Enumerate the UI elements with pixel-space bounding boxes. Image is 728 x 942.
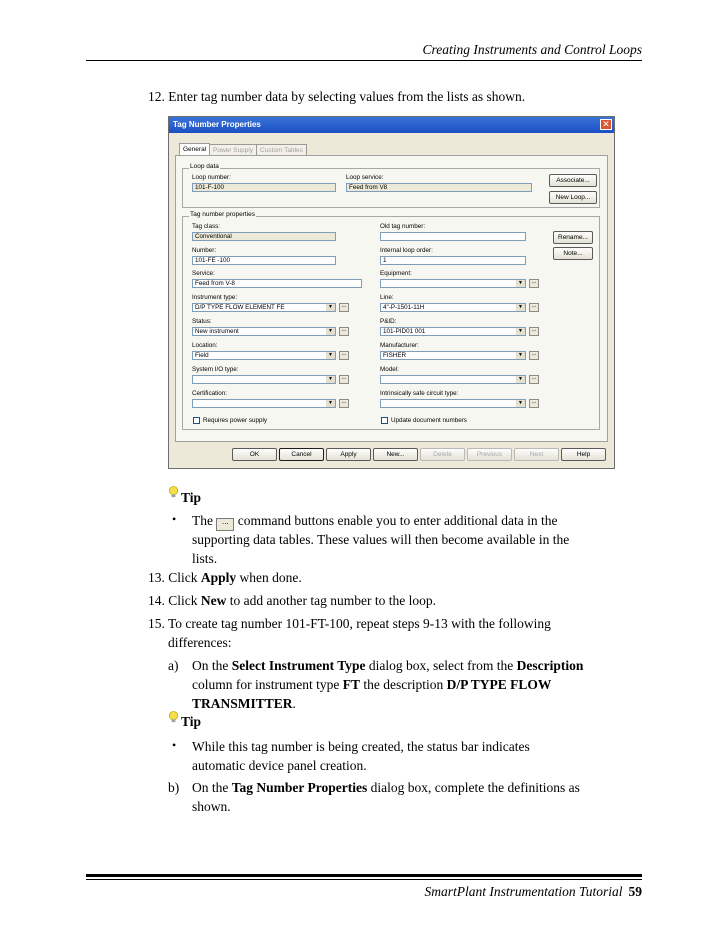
tip-1-label: Tip <box>181 490 202 505</box>
step-a-b2: Description <box>516 658 584 673</box>
pid-value: 101-PID01 001 <box>383 328 426 335</box>
step-a-p2: dialog box, select from the <box>365 658 517 673</box>
chevron-down-icon[interactable]: ▼ <box>326 328 335 335</box>
loop-number-label: Loop number: <box>192 174 231 181</box>
status-dropdown[interactable] <box>192 327 336 336</box>
step-a-p5: . <box>292 696 296 711</box>
step-b-line-2: shown. <box>192 799 231 814</box>
chevron-down-icon[interactable]: ▼ <box>516 328 525 335</box>
header-title: Creating Instruments and Control Loops <box>422 42 642 57</box>
chevron-down-icon[interactable]: ▼ <box>326 400 335 407</box>
instr-type-label: Instrument type: <box>192 294 238 301</box>
chevron-down-icon[interactable]: ▼ <box>326 304 335 311</box>
old-tag-label: Old tag number: <box>380 223 426 230</box>
step-a-line-3 <box>192 694 296 713</box>
step-a-p3: column for instrument type <box>192 677 343 692</box>
step-a-p1: On the <box>192 658 232 673</box>
associate-button[interactable]: Associate... <box>549 174 597 187</box>
service-field[interactable]: Feed from V-8 <box>192 279 362 288</box>
ellipsis-button-icon: ... <box>216 518 234 531</box>
tip-2-bullet: • <box>172 738 177 752</box>
intrinsic-ellipsis-button[interactable]: ... <box>529 399 539 408</box>
footer <box>424 884 642 900</box>
cancel-button[interactable]: Cancel <box>279 448 324 461</box>
equipment-dropdown[interactable] <box>380 279 526 288</box>
instr-type-dropdown[interactable] <box>192 303 336 312</box>
step-15-line-2: differences: <box>168 635 232 650</box>
step-a-line-2 <box>192 675 551 694</box>
next-button[interactable]: Next <box>514 448 559 461</box>
service-label: Service: <box>192 270 215 277</box>
step-13-post: when done. <box>236 570 302 585</box>
model-dropdown[interactable] <box>380 375 526 384</box>
tag-class-field: Conventional <box>192 232 336 241</box>
model-label: Model: <box>380 366 399 373</box>
step-a-prefix: a) <box>168 658 179 673</box>
location-value: Field <box>195 352 209 359</box>
tip-2-line-2: automatic device panel creation. <box>192 758 367 773</box>
lightbulb-icon <box>168 486 179 499</box>
manufacturer-dropdown[interactable] <box>380 351 526 360</box>
step-a-b4: D/P TYPE FLOW <box>446 677 552 692</box>
manufacturer-label: Manufacturer: <box>380 342 419 349</box>
cert-dropdown[interactable] <box>192 399 336 408</box>
step-a-line-1 <box>192 656 583 675</box>
instr-type-ellipsis-button[interactable]: ... <box>339 303 349 312</box>
location-label: Location: <box>192 342 218 349</box>
close-icon[interactable]: ✕ <box>600 119 612 130</box>
tip-1-text-post: command buttons enable you to enter additional data in the <box>237 513 558 528</box>
tip-1-line-2: supporting data tables. These values will then become available in the <box>192 532 570 547</box>
line-label: Line: <box>380 294 394 301</box>
loop-number-field: 101-F-100 <box>192 183 336 192</box>
step-b-p1: On the <box>192 780 232 795</box>
tip-2-label: Tip <box>181 714 202 729</box>
number-label: Number: <box>192 247 217 254</box>
cert-label: Certification: <box>192 390 227 397</box>
step-15-line-1: 15. To create tag number 101-FT-100, repeat steps 9-13 with the following <box>148 616 551 631</box>
line-value: 4"-P-1501-11H <box>383 304 425 311</box>
chevron-down-icon[interactable]: ▼ <box>516 352 525 359</box>
equipment-ellipsis-button[interactable]: ... <box>529 279 539 288</box>
step-a-b1: Select Instrument Type <box>231 658 366 673</box>
step-b-line-1 <box>192 778 580 797</box>
step-13 <box>148 568 302 587</box>
requires-power-checkbox[interactable] <box>193 417 200 424</box>
line-ellipsis-button[interactable]: ... <box>529 303 539 312</box>
footer-rule-thick <box>86 874 642 877</box>
tag-class-label: Tag class: <box>192 223 220 230</box>
internal-order-field[interactable]: 1 <box>380 256 526 265</box>
tab-power-supply[interactable]: Power Supply <box>209 144 257 156</box>
general-panel <box>175 155 608 442</box>
loop-service-field: Feed from V8 <box>346 183 532 192</box>
dialog-titlebar <box>169 117 614 133</box>
pid-dropdown[interactable] <box>380 327 526 336</box>
chevron-down-icon[interactable]: ▼ <box>326 352 335 359</box>
pid-label: P&ID: <box>380 318 397 325</box>
tab-general[interactable]: General <box>179 143 210 156</box>
intrinsic-dropdown[interactable] <box>380 399 526 408</box>
tip-1-line-3: lists. <box>192 551 218 566</box>
chevron-down-icon[interactable]: ▼ <box>516 304 525 311</box>
chevron-down-icon[interactable]: ▼ <box>516 280 525 287</box>
status-ellipsis-button[interactable]: ... <box>339 327 349 336</box>
note-button[interactable]: Note... <box>553 247 593 260</box>
tip-1-bullet: • <box>172 512 177 526</box>
new-button[interactable]: New... <box>373 448 418 461</box>
requires-power-label: Requires power supply <box>203 417 268 424</box>
loop-data-label: Loop data <box>190 163 219 170</box>
intrinsic-label: Intrinsically safe circuit type: <box>380 390 459 397</box>
tip-1-line-1 <box>192 511 558 531</box>
update-docs-checkbox[interactable] <box>381 417 388 424</box>
rename-button[interactable]: Rename... <box>553 231 593 244</box>
page-number: 59 <box>628 884 642 899</box>
step-14-bold: New <box>200 593 227 608</box>
step-13-pre: 13. Click <box>148 570 201 585</box>
sys-io-label: System I/O type: <box>192 366 239 373</box>
apply-button[interactable]: Apply <box>326 448 371 461</box>
step-a-p4: the description <box>360 677 447 692</box>
instr-type-value: D/P TYPE FLOW ELEMENT FE <box>195 304 285 311</box>
status-label: Status: <box>192 318 212 325</box>
chevron-down-icon[interactable]: ▼ <box>516 376 525 383</box>
sys-io-dropdown[interactable] <box>192 375 336 384</box>
footer-title: SmartPlant Instrumentation Tutorial <box>424 884 623 899</box>
tag-properties-label: Tag number properties <box>190 211 256 218</box>
equipment-label: Equipment: <box>380 270 412 277</box>
step-b-p2: dialog box, complete the definitions as <box>367 780 580 795</box>
model-ellipsis-button[interactable]: ... <box>529 375 539 384</box>
previous-button[interactable]: Previous <box>467 448 512 461</box>
chevron-down-icon[interactable]: ▼ <box>516 400 525 407</box>
number-field[interactable]: 101-FE -100 <box>192 256 336 265</box>
help-button[interactable]: Help <box>561 448 606 461</box>
internal-order-label: Internal loop order: <box>380 247 433 254</box>
tip-1-text-pre: The <box>192 513 213 528</box>
step-13-bold: Apply <box>200 570 237 585</box>
new-loop-button[interactable]: New Loop... <box>549 191 597 204</box>
step-14-post: to add another tag number to the loop. <box>226 593 436 608</box>
step-a-b5: TRANSMITTER <box>192 696 293 711</box>
step-14-pre: 14. Click <box>148 593 201 608</box>
location-ellipsis-button[interactable]: ... <box>339 351 349 360</box>
step-14 <box>148 591 436 610</box>
header-rule <box>86 60 642 61</box>
update-docs-label: Update document numbers <box>391 417 467 424</box>
tab-custom-tables[interactable]: Custom Tables <box>256 144 307 156</box>
step-a-b3: FT <box>342 677 360 692</box>
chevron-down-icon[interactable]: ▼ <box>326 376 335 383</box>
step-b-prefix: b) <box>168 780 180 795</box>
footer-rule-thin <box>86 879 642 880</box>
tip-2-line-1: While this tag number is being created, the status bar indicates <box>192 739 530 754</box>
status-value: New instrument <box>195 328 239 335</box>
step-12: 12. Enter tag number data by selecting values from the lists as shown. <box>148 89 526 104</box>
pid-ellipsis-button[interactable]: ... <box>529 327 539 336</box>
lightbulb-icon <box>168 711 179 724</box>
loop-service-label: Loop service: <box>346 174 384 181</box>
step-b-b1: Tag Number Properties <box>231 780 368 795</box>
sys-io-ellipsis-button[interactable]: ... <box>339 375 349 384</box>
ok-button[interactable]: OK <box>232 448 277 461</box>
cert-ellipsis-button[interactable]: ... <box>339 399 349 408</box>
line-dropdown[interactable] <box>380 303 526 312</box>
location-dropdown[interactable] <box>192 351 336 360</box>
manufacturer-value: FISHER <box>383 352 407 359</box>
delete-button[interactable]: Delete <box>420 448 465 461</box>
manufacturer-ellipsis-button[interactable]: ... <box>529 351 539 360</box>
dialog-title: Tag Number Properties <box>173 120 261 129</box>
old-tag-field[interactable] <box>380 232 526 241</box>
tag-number-properties-dialog <box>168 116 615 469</box>
